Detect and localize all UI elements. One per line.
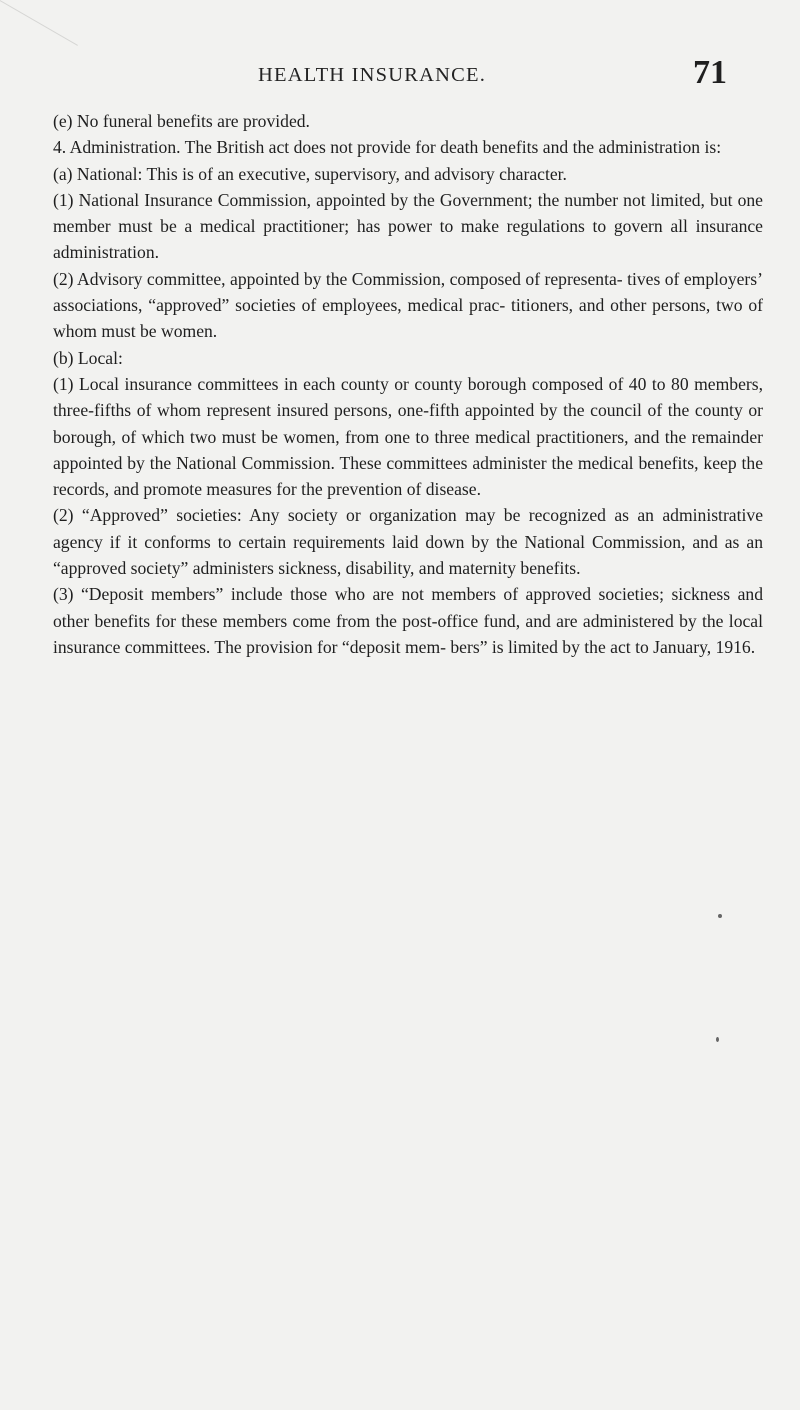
scan-speck xyxy=(716,1037,719,1042)
paragraph-deposit-members: (3) “Deposit members” include those who are not members of approved societies; sickness and other benefits for these members come from the post-office fund, and are administered by the local insurance committees. The provision for “deposit mem- bers” is limited by the act to January, 1916. xyxy=(53,584,763,657)
paragraph-administration: 4. Administration. The British act does not provide for death benefits and the administration is: xyxy=(53,137,722,158)
paragraph-funeral-benefits: (e) No funeral benefits are provided. xyxy=(53,111,310,131)
running-head: HEALTH INSURANCE. xyxy=(258,64,487,86)
paragraph-approved-societies: (2) “Approved” societies: Any society or organization may be recognized as an administrative agency if it conforms to certain requirements laid down by the National Commission, and as an “approved society” administers sickness, disability, and maternity benefits. xyxy=(53,505,763,579)
scan-speck xyxy=(718,914,722,918)
paragraph-national: (a) National: This is of an executive, supervisory, and advisory character. xyxy=(53,163,567,184)
page-number: 71 xyxy=(693,54,727,91)
paragraph-local: (b) Local: xyxy=(53,347,123,368)
paragraph-local-committees: (1) Local insurance committees in each county or county borough composed of 40 to 80 members, three-fifths of whom represent insured persons, one-fifth appointed by the council of the county or borough, of which two must be women, from one to three medical practitioners, and the remainder appointed by the National Commission. These committees administer the medical benefits, keep the records, and promote measures for the prevention of disease. xyxy=(53,373,763,500)
paragraph-advisory-committee: (2) Advisory committee, appointed by the Commission, composed of representa- tives of employers’ associations, “approved” societies of employees, medical prac- titioners, and other persons, two of whom must be women. xyxy=(53,268,763,342)
paragraph-national-commission: (1) National Insurance Commission, appointed by the Government; the number not limited, but one member must be a medical practitioner; has power to make regulations to govern all insurance administration. xyxy=(53,189,763,263)
body-text xyxy=(53,108,763,660)
page-header xyxy=(0,54,800,102)
